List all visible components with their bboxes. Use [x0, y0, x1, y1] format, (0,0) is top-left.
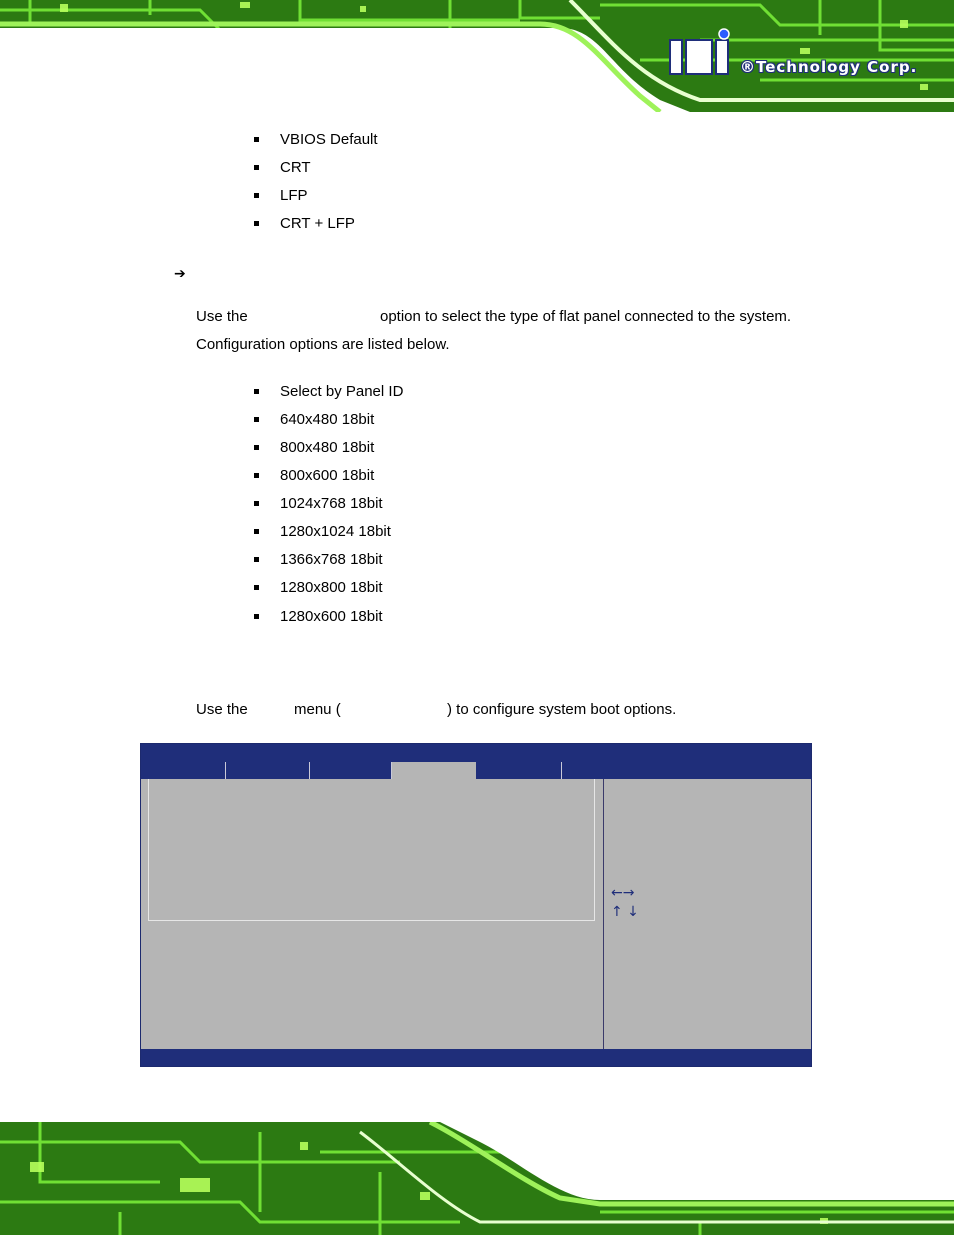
up-down-arrow-icon: ↑ ↓ — [611, 904, 639, 920]
bullet-icon — [254, 614, 259, 619]
bullet-icon — [254, 445, 259, 450]
paragraph-text: option to select the type of flat panel connected to the system. — [380, 308, 792, 325]
bullet-icon — [254, 529, 259, 534]
bullet-icon — [254, 165, 259, 170]
list-item: 800x600 18bit — [280, 467, 375, 484]
footer-banner — [0, 1122, 954, 1235]
bullet-icon — [254, 585, 259, 590]
bios-tab[interactable] — [476, 762, 562, 779]
list-item: 1280x800 18bit — [280, 579, 383, 596]
bullet-icon — [254, 193, 259, 198]
paragraph-text: Use the — [196, 308, 248, 325]
list-item: CRT — [280, 159, 311, 176]
bullet-icon — [254, 221, 259, 226]
bullet-icon — [254, 557, 259, 562]
bios-title-bar — [141, 744, 811, 762]
bullet-icon — [254, 389, 259, 394]
company-logo — [668, 28, 938, 80]
list-item: VBIOS Default — [280, 131, 378, 148]
list-item: 1280x600 18bit — [280, 608, 383, 625]
list-item: 800x480 18bit — [280, 439, 375, 456]
bios-tab-boot-active[interactable] — [392, 762, 476, 779]
list-item: Select by Panel ID — [280, 383, 404, 400]
bios-divider — [603, 779, 604, 1049]
bullet-icon — [254, 417, 259, 422]
paragraph-text: menu ( — [294, 701, 341, 718]
list-item: CRT + LFP — [280, 215, 355, 232]
list-item: 640x480 18bit — [280, 411, 375, 428]
logo-text: ®Technology Corp. — [740, 58, 918, 76]
bullet-icon — [254, 137, 259, 142]
bios-boot-screen — [140, 743, 812, 1067]
list-item: 1280x1024 18bit — [280, 523, 391, 540]
list-item: 1024x768 18bit — [280, 495, 383, 512]
left-right-arrow-icon: ←→ — [611, 885, 635, 901]
bios-tab[interactable] — [226, 762, 310, 779]
bullet-icon — [254, 473, 259, 478]
bios-footer-bar — [141, 1049, 811, 1066]
bios-tab[interactable] — [141, 762, 226, 779]
arrow-icon: ➔ — [174, 266, 186, 282]
list-item: 1366x768 18bit — [280, 551, 383, 568]
bios-tab[interactable] — [310, 762, 392, 779]
paragraph-text: Use the — [196, 701, 248, 718]
paragraph-text: Configuration options are listed below. — [196, 336, 450, 353]
list-item: LFP — [280, 187, 308, 204]
bullet-icon — [254, 501, 259, 506]
bios-options-panel — [148, 779, 595, 921]
paragraph-text: ) to configure system boot options. — [447, 701, 677, 718]
